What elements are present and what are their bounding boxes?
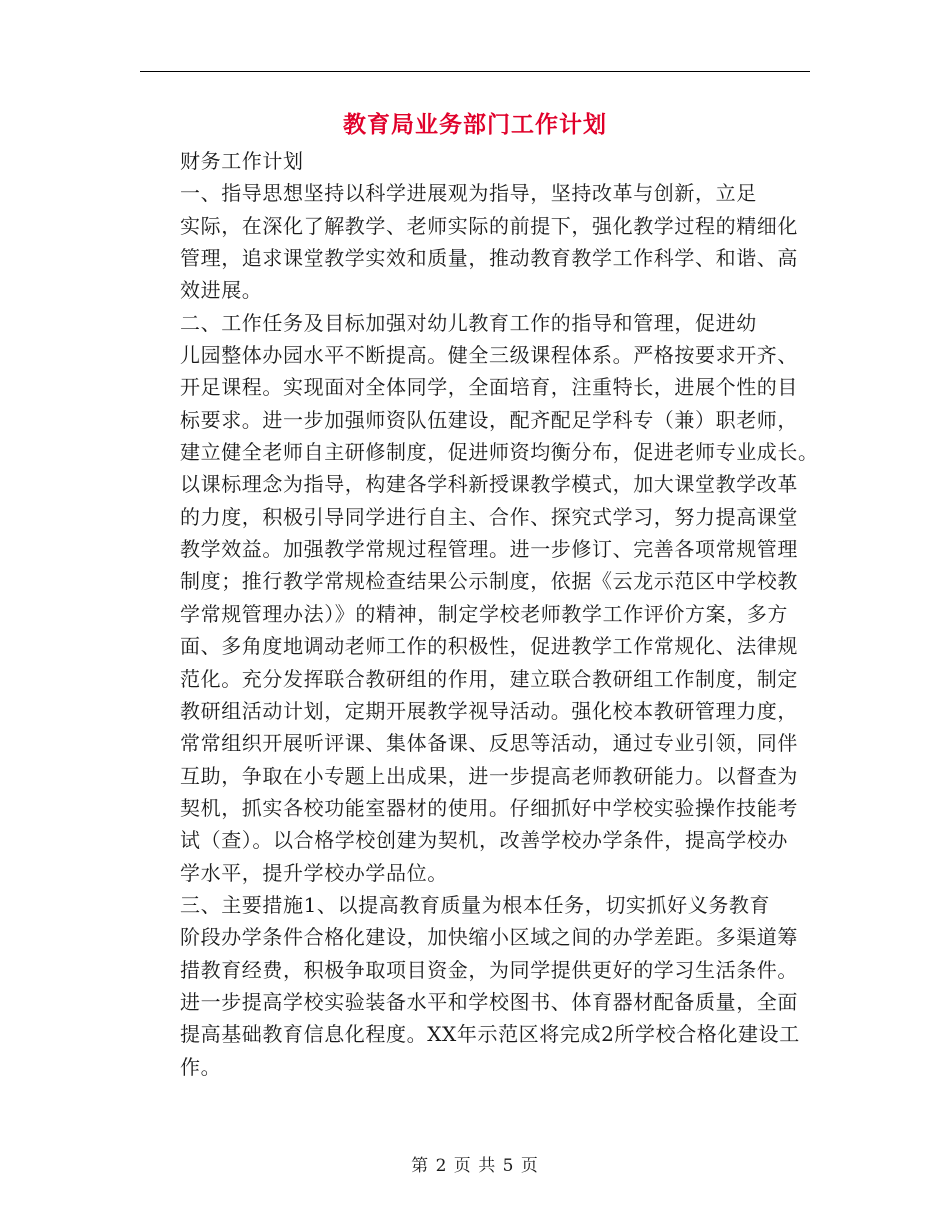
text-line: 措教育经费，积极争取项目资金，为同学提供更好的学习生活条件。 <box>180 957 798 982</box>
text-line: 提高基础教育信息化程度。XX年示范区将完成2所学校合格化建设工 <box>180 1022 800 1047</box>
text-line: 的力度，积极引导同学进行自主、合作、探究式学习，努力提高课堂 <box>180 504 798 529</box>
text-line: 制度；推行教学常规检查结果公示制度，依据《云龙示范区中学校教 <box>180 569 798 594</box>
document-body <box>140 145 819 1083</box>
text-line: 阶段办学条件合格化建设，加快缩小区域之间的办学差距。多渠道筹 <box>180 925 798 950</box>
paragraph-3 <box>140 889 810 1083</box>
text-line: 开足课程。实现面对全体同学，全面培育，注重特长，进展个性的目 <box>180 375 798 400</box>
text-line: 进一步提高学校实验装备水平和学校图书、体育器材配备质量，全面 <box>180 989 798 1014</box>
header-rule <box>140 71 810 72</box>
paragraph-1 <box>140 177 810 306</box>
text-line: 标要求。进一步加强师资队伍建设，配齐配足学科专（兼）职老师， <box>180 407 798 432</box>
text-line: 二、工作任务及目标加强对幼儿教育工作的指导和管理，促进幼 <box>180 310 757 335</box>
text-line: 互助，争取在小专题上出成果，进一步提高老师教研能力。以督查为 <box>180 763 798 788</box>
text-line: 效进展。 <box>180 278 263 303</box>
text-line: 常常组织开展听评课、集体备课、反思等活动，通过专业引领，同伴 <box>180 731 798 756</box>
section-subtitle: 财务工作计划 <box>180 149 304 173</box>
paragraph-2 <box>140 307 819 889</box>
text-line: 儿园整体办园水平不断提高。健全三级课程体系。严格按要求开齐、 <box>180 343 798 368</box>
text-line: 教学效益。加强教学常规过程管理。进一步修订、完善各项常规管理 <box>180 537 798 562</box>
text-line: 实际，在深化了解教学、老师实际的前提下，强化教学过程的精细化 <box>180 213 798 238</box>
text-line: 学水平，提升学校办学品位。 <box>180 860 448 885</box>
text-line: 管理，追求课堂教学实效和质量，推动教育教学工作科学、和谐、高 <box>180 246 798 271</box>
text-line: 范化。充分发挥联合教研组的作用，建立联合教研组工作制度，制定 <box>180 666 798 691</box>
text-line: 三、主要措施1、以提高教育质量为根本任务，切实抓好义务教育 <box>180 892 771 917</box>
text-line: 面、多角度地调动老师工作的积极性，促进教学工作常规化、法律规 <box>180 634 798 659</box>
text-line: 学常规管理办法）》的精神，制定学校老师教学工作评价方案，多方 <box>180 601 788 626</box>
document-title: 教育局业务部门工作计划 <box>343 112 607 138</box>
text-line: 以课标理念为指导，构建各学科新授课教学模式，加大课堂教学改革 <box>180 472 798 497</box>
text-line: 建立健全老师自主研修制度，促进师资均衡分布，促进老师专业成长。 <box>180 440 819 465</box>
text-line: 一、指导思想坚持以科学进展观为指导，坚持改革与创新，立足 <box>180 181 757 206</box>
text-line: 契机，抓实各校功能室器材的使用。仔细抓好中学校实验操作技能考 <box>180 795 798 820</box>
text-line: 作。 <box>180 1054 222 1079</box>
page-number: 第 2 页 共 5 页 <box>411 1156 539 1176</box>
text-line: 试（查）。以合格学校创建为契机，改善学校办学条件，提高学校办 <box>180 828 788 853</box>
text-line: 教研组活动计划，定期开展教学视导活动。强化校本教研管理力度， <box>180 698 798 723</box>
